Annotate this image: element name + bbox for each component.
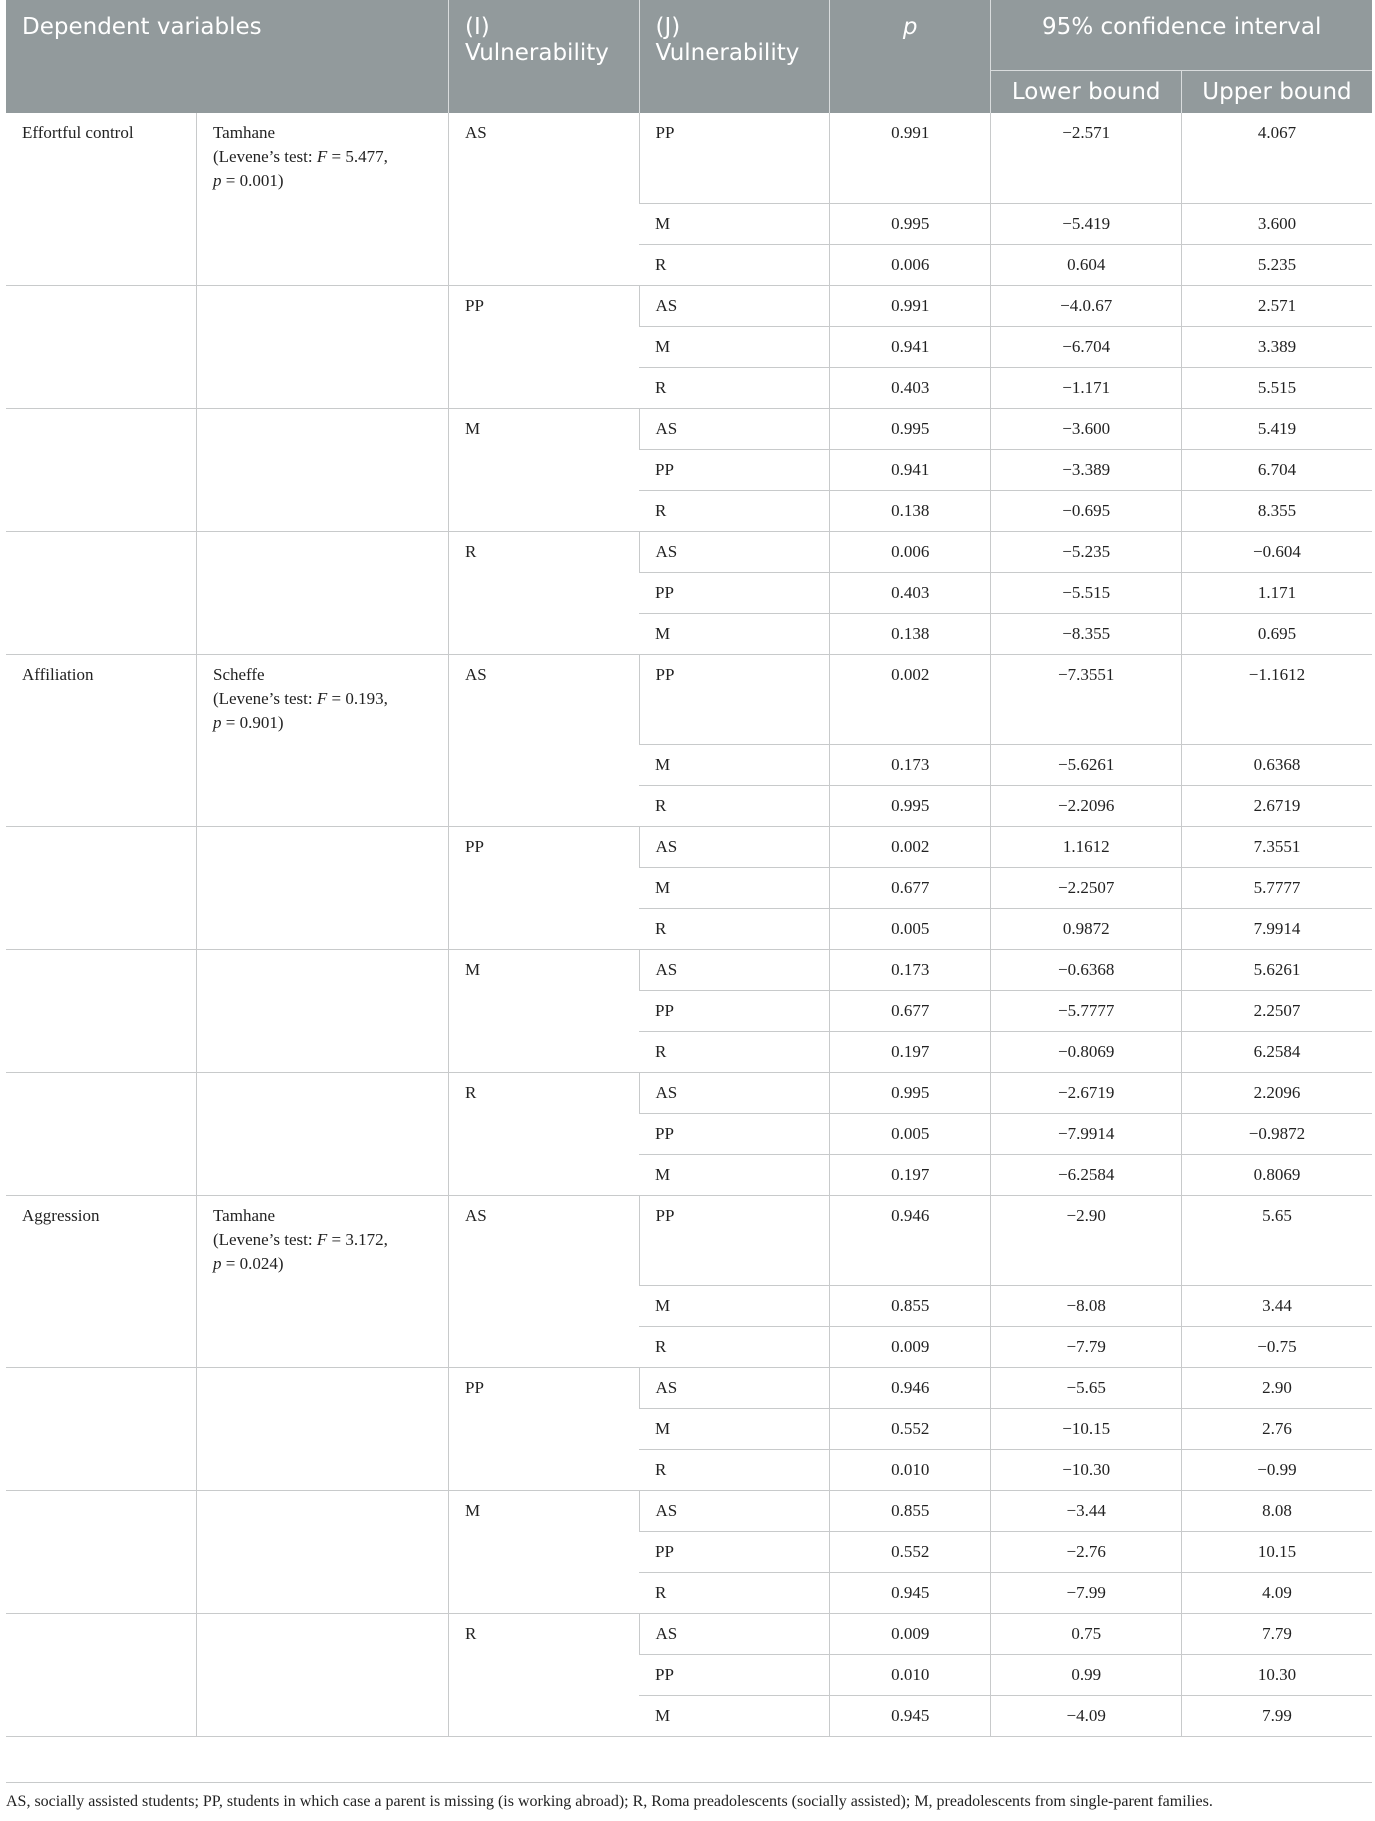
lower-bound-cell: −2.76 [991, 1531, 1181, 1572]
j-vulnerability-cell: AS [639, 1072, 829, 1113]
upper-bound-cell: 2.76 [1181, 1408, 1372, 1449]
table-row [6, 1613, 1372, 1654]
dependent-variable-cell: Effortful control [6, 113, 196, 285]
p-value-cell: 0.677 [830, 867, 991, 908]
j-vulnerability-cell: PP [639, 990, 829, 1031]
upper-bound-cell: −0.75 [1181, 1326, 1372, 1367]
j-vulnerability-cell: R [639, 1572, 829, 1613]
upper-bound-cell: 1.171 [1181, 572, 1372, 613]
lower-bound-cell: −10.15 [991, 1408, 1181, 1449]
lower-bound-cell: 0.99 [991, 1654, 1181, 1695]
test-cell [196, 1613, 448, 1736]
j-vulnerability-cell: AS [639, 1613, 829, 1654]
upper-bound-cell: 7.99 [1181, 1695, 1372, 1736]
p-value-cell: 0.002 [830, 654, 991, 744]
upper-bound-cell: 5.419 [1181, 408, 1372, 449]
upper-bound-cell: 8.08 [1181, 1490, 1372, 1531]
p-value-cell: 0.941 [830, 326, 991, 367]
lower-bound-cell: −5.6261 [991, 744, 1181, 785]
j-vulnerability-cell: PP [639, 449, 829, 490]
p-value-cell: 0.010 [830, 1449, 991, 1490]
upper-bound-cell: 2.2096 [1181, 1072, 1372, 1113]
i-vulnerability-cell: PP [449, 1367, 639, 1490]
header-upper-bound: Upper bound [1181, 71, 1372, 114]
upper-bound-cell: 2.90 [1181, 1367, 1372, 1408]
test-cell: Tamhane (Levene’s test: F = 5.477, p = 0.001) [196, 113, 448, 285]
j-vulnerability-cell: AS [639, 1490, 829, 1531]
lower-bound-cell: 1.1612 [991, 826, 1181, 867]
posthoc-table [6, 0, 1372, 1737]
lower-bound-cell: −5.419 [991, 203, 1181, 244]
header-j-vulnerability: (J) Vulnerability [639, 0, 829, 113]
j-vulnerability-cell: M [639, 1154, 829, 1195]
p-value-cell: 0.009 [830, 1326, 991, 1367]
j-vulnerability-cell: AS [639, 1367, 829, 1408]
upper-bound-cell: 7.79 [1181, 1613, 1372, 1654]
lower-bound-cell: −3.389 [991, 449, 1181, 490]
i-vulnerability-cell: R [449, 1613, 639, 1736]
upper-bound-cell: 10.30 [1181, 1654, 1372, 1695]
upper-bound-cell: 2.6719 [1181, 785, 1372, 826]
lower-bound-cell: 0.75 [991, 1613, 1181, 1654]
upper-bound-cell: 6.704 [1181, 449, 1372, 490]
j-vulnerability-cell: AS [639, 285, 829, 326]
p-value-cell: 0.403 [830, 572, 991, 613]
lower-bound-cell: −2.571 [991, 113, 1181, 203]
header-i-vulnerability: (I) Vulnerability [449, 0, 639, 113]
table-row [6, 1195, 1372, 1285]
dependent-variable-cell: Affiliation [6, 654, 196, 826]
p-value-cell: 0.197 [830, 1154, 991, 1195]
j-vulnerability-cell: M [639, 1285, 829, 1326]
dependent-variable-cell: Aggression [6, 1195, 196, 1367]
p-value-cell: 0.173 [830, 949, 991, 990]
upper-bound-cell: 0.695 [1181, 613, 1372, 654]
p-value-cell: 0.995 [830, 1072, 991, 1113]
i-vulnerability-cell: R [449, 531, 639, 654]
upper-bound-cell: 0.6368 [1181, 744, 1372, 785]
lower-bound-cell: −3.44 [991, 1490, 1181, 1531]
table-body [6, 113, 1372, 1736]
test-cell [196, 949, 448, 1072]
lower-bound-cell: −4.0.67 [991, 285, 1181, 326]
lower-bound-cell: −0.8069 [991, 1031, 1181, 1072]
p-value-cell: 0.941 [830, 449, 991, 490]
upper-bound-cell: 4.09 [1181, 1572, 1372, 1613]
header-confidence-interval: 95% confidence interval [991, 0, 1372, 71]
table-row [6, 1367, 1372, 1408]
p-value-cell: 0.855 [830, 1490, 991, 1531]
test-cell [196, 1072, 448, 1195]
p-value-cell: 0.991 [830, 113, 991, 203]
j-vulnerability-cell: R [639, 1449, 829, 1490]
lower-bound-cell: −8.08 [991, 1285, 1181, 1326]
i-vulnerability-cell: M [449, 1490, 639, 1613]
j-vulnerability-cell: AS [639, 949, 829, 990]
upper-bound-cell: −0.604 [1181, 531, 1372, 572]
j-vulnerability-cell: R [639, 785, 829, 826]
p-value-cell: 0.945 [830, 1572, 991, 1613]
j-vulnerability-cell: AS [639, 531, 829, 572]
lower-bound-cell: −4.09 [991, 1695, 1181, 1736]
i-vulnerability-cell: M [449, 949, 639, 1072]
p-value-cell: 0.855 [830, 1285, 991, 1326]
lower-bound-cell: −7.3551 [991, 654, 1181, 744]
j-vulnerability-cell: AS [639, 826, 829, 867]
p-value-cell: 0.006 [830, 244, 991, 285]
upper-bound-cell: 5.235 [1181, 244, 1372, 285]
lower-bound-cell: 0.604 [991, 244, 1181, 285]
j-vulnerability-cell: M [639, 744, 829, 785]
test-cell [196, 408, 448, 531]
header-lower-bound: Lower bound [991, 71, 1181, 114]
p-value-cell: 0.005 [830, 908, 991, 949]
p-value-cell: 0.945 [830, 1695, 991, 1736]
header-p: p [830, 0, 991, 113]
test-cell [196, 826, 448, 949]
lower-bound-cell: 0.9872 [991, 908, 1181, 949]
upper-bound-cell: 7.9914 [1181, 908, 1372, 949]
dependent-variable-cell [6, 408, 196, 531]
j-vulnerability-cell: PP [639, 1654, 829, 1695]
lower-bound-cell: −5.7777 [991, 990, 1181, 1031]
upper-bound-cell: 6.2584 [1181, 1031, 1372, 1072]
p-value-cell: 0.946 [830, 1367, 991, 1408]
j-vulnerability-cell: M [639, 867, 829, 908]
lower-bound-cell: −6.2584 [991, 1154, 1181, 1195]
table-row [6, 113, 1372, 203]
p-value-cell: 0.991 [830, 285, 991, 326]
j-vulnerability-cell: R [639, 244, 829, 285]
upper-bound-cell: 10.15 [1181, 1531, 1372, 1572]
table-row [6, 949, 1372, 990]
dependent-variable-cell [6, 1613, 196, 1736]
j-vulnerability-cell: M [639, 1695, 829, 1736]
upper-bound-cell: −0.9872 [1181, 1113, 1372, 1154]
upper-bound-cell: 3.389 [1181, 326, 1372, 367]
lower-bound-cell: −5.515 [991, 572, 1181, 613]
dependent-variable-cell [6, 531, 196, 654]
lower-bound-cell: −5.65 [991, 1367, 1181, 1408]
i-vulnerability-cell: R [449, 1072, 639, 1195]
p-value-cell: 0.138 [830, 490, 991, 531]
j-vulnerability-cell: R [639, 490, 829, 531]
test-cell [196, 531, 448, 654]
j-vulnerability-cell: PP [639, 572, 829, 613]
i-vulnerability-cell: AS [449, 113, 639, 285]
upper-bound-cell: 5.7777 [1181, 867, 1372, 908]
table-row [6, 531, 1372, 572]
p-value-cell: 0.403 [830, 367, 991, 408]
p-value-cell: 0.009 [830, 1613, 991, 1654]
test-cell: Scheffe (Levene’s test: F = 0.193, p = 0.901) [196, 654, 448, 826]
table-row [6, 1490, 1372, 1531]
i-vulnerability-cell: AS [449, 1195, 639, 1367]
lower-bound-cell: −2.90 [991, 1195, 1181, 1285]
table-footnote: AS, socially assisted students; PP, students in which case a parent is missing (is working abroad); R, Roma preadolescents (socially assisted); M, preadolescents from single-parent families. [6, 1782, 1372, 1811]
upper-bound-cell: 8.355 [1181, 490, 1372, 531]
j-vulnerability-cell: R [639, 367, 829, 408]
lower-bound-cell: −2.2096 [991, 785, 1181, 826]
header-dependent-variables: Dependent variables [6, 0, 449, 113]
p-value-cell: 0.677 [830, 990, 991, 1031]
lower-bound-cell: −6.704 [991, 326, 1181, 367]
j-vulnerability-cell: R [639, 908, 829, 949]
p-value-cell: 0.138 [830, 613, 991, 654]
j-vulnerability-cell: PP [639, 113, 829, 203]
lower-bound-cell: −0.6368 [991, 949, 1181, 990]
table-row [6, 654, 1372, 744]
p-value-cell: 0.995 [830, 203, 991, 244]
j-vulnerability-cell: M [639, 203, 829, 244]
upper-bound-cell: −1.1612 [1181, 654, 1372, 744]
test-cell [196, 285, 448, 408]
j-vulnerability-cell: PP [639, 1113, 829, 1154]
j-vulnerability-cell: AS [639, 408, 829, 449]
upper-bound-cell: −0.99 [1181, 1449, 1372, 1490]
j-vulnerability-cell: PP [639, 1531, 829, 1572]
upper-bound-cell: 5.65 [1181, 1195, 1372, 1285]
table-row [6, 1072, 1372, 1113]
dependent-variable-cell [6, 1367, 196, 1490]
lower-bound-cell: −2.2507 [991, 867, 1181, 908]
upper-bound-cell: 3.600 [1181, 203, 1372, 244]
p-value-cell: 0.552 [830, 1531, 991, 1572]
dependent-variable-cell [6, 1490, 196, 1613]
lower-bound-cell: −2.6719 [991, 1072, 1181, 1113]
lower-bound-cell: −5.235 [991, 531, 1181, 572]
i-vulnerability-cell: PP [449, 285, 639, 408]
lower-bound-cell: −10.30 [991, 1449, 1181, 1490]
upper-bound-cell: 5.515 [1181, 367, 1372, 408]
lower-bound-cell: −8.355 [991, 613, 1181, 654]
upper-bound-cell: 7.3551 [1181, 826, 1372, 867]
dependent-variable-cell [6, 1072, 196, 1195]
j-vulnerability-cell: PP [639, 1195, 829, 1285]
table-row [6, 408, 1372, 449]
j-vulnerability-cell: M [639, 326, 829, 367]
upper-bound-cell: 4.067 [1181, 113, 1372, 203]
p-value-cell: 0.995 [830, 785, 991, 826]
j-vulnerability-cell: R [639, 1031, 829, 1072]
i-vulnerability-cell: M [449, 408, 639, 531]
test-cell [196, 1367, 448, 1490]
table-row [6, 285, 1372, 326]
lower-bound-cell: −7.9914 [991, 1113, 1181, 1154]
p-value-cell: 0.010 [830, 1654, 991, 1695]
dependent-variable-cell [6, 826, 196, 949]
j-vulnerability-cell: R [639, 1326, 829, 1367]
lower-bound-cell: −3.600 [991, 408, 1181, 449]
test-cell [196, 1490, 448, 1613]
p-value-cell: 0.006 [830, 531, 991, 572]
upper-bound-cell: 2.571 [1181, 285, 1372, 326]
lower-bound-cell: −7.79 [991, 1326, 1181, 1367]
j-vulnerability-cell: M [639, 613, 829, 654]
p-value-cell: 0.173 [830, 744, 991, 785]
dependent-variable-cell [6, 285, 196, 408]
upper-bound-cell: 2.2507 [1181, 990, 1372, 1031]
upper-bound-cell: 3.44 [1181, 1285, 1372, 1326]
dependent-variable-cell [6, 949, 196, 1072]
j-vulnerability-cell: M [639, 1408, 829, 1449]
p-value-cell: 0.995 [830, 408, 991, 449]
p-value-cell: 0.197 [830, 1031, 991, 1072]
upper-bound-cell: 5.6261 [1181, 949, 1372, 990]
test-cell: Tamhane (Levene’s test: F = 3.172, p = 0.024) [196, 1195, 448, 1367]
p-value-cell: 0.552 [830, 1408, 991, 1449]
p-value-cell: 0.002 [830, 826, 991, 867]
upper-bound-cell: 0.8069 [1181, 1154, 1372, 1195]
j-vulnerability-cell: PP [639, 654, 829, 744]
table-container [6, 0, 1372, 1737]
i-vulnerability-cell: PP [449, 826, 639, 949]
p-value-cell: 0.946 [830, 1195, 991, 1285]
table-header [6, 0, 1372, 113]
table-row [6, 826, 1372, 867]
i-vulnerability-cell: AS [449, 654, 639, 826]
p-value-cell: 0.005 [830, 1113, 991, 1154]
lower-bound-cell: −7.99 [991, 1572, 1181, 1613]
lower-bound-cell: −1.171 [991, 367, 1181, 408]
lower-bound-cell: −0.695 [991, 490, 1181, 531]
